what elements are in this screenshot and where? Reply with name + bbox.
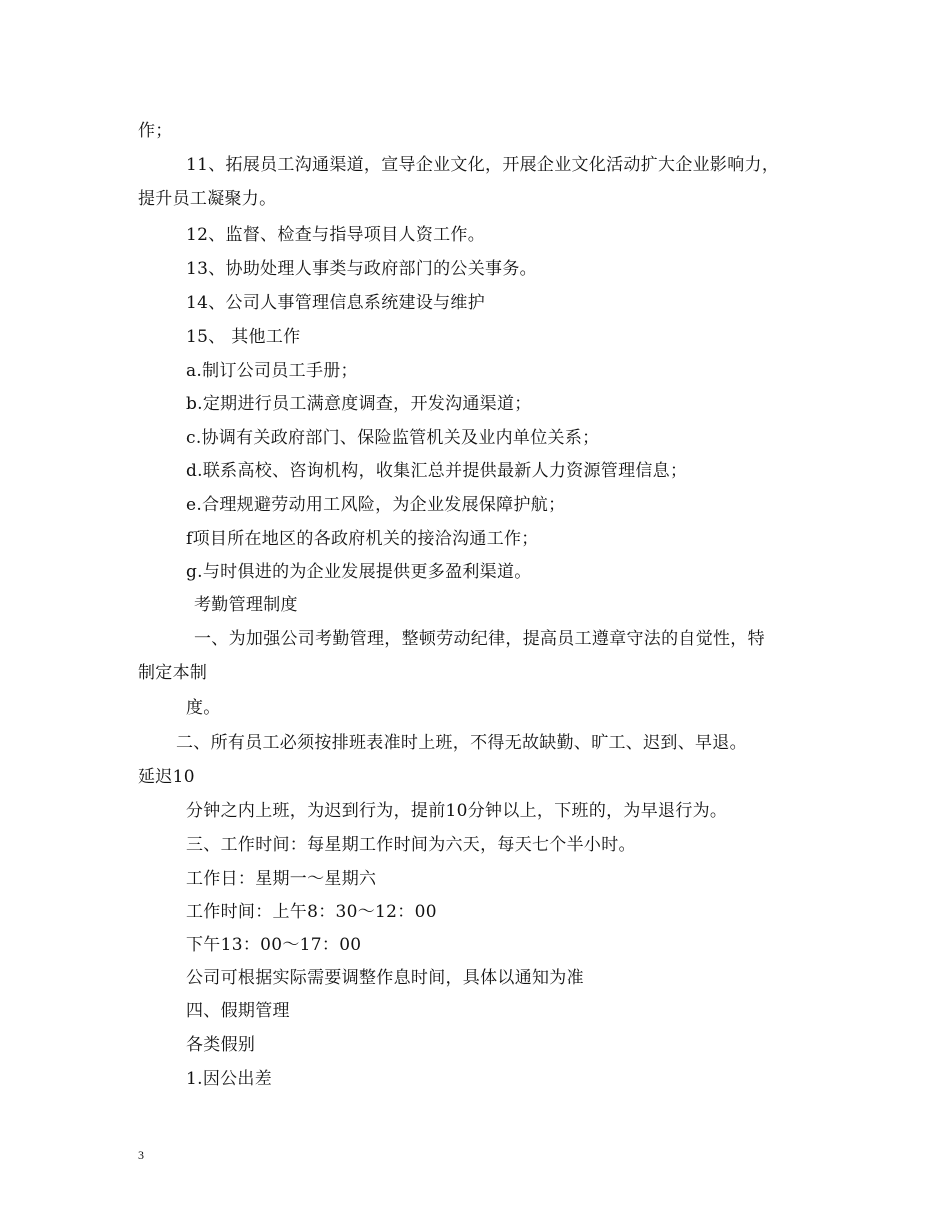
text-line: 13、协助处理人事类与政府部门的公关事务。 [186, 259, 537, 279]
text-line: f项目所在地区的各政府机关的接洽沟通工作； [186, 529, 539, 549]
text-line: 分钟之内上班，为迟到行为，提前10分钟以上，下班的，为早退行为。 [186, 801, 728, 821]
text-line: 12、监督、检查与指导项目人资工作。 [186, 225, 486, 245]
text-line: 二、所有员工必须按排班表准时上班，不得无故缺勤、旷工、迟到、早退。 [176, 733, 747, 753]
text-line: 公司可根据实际需要调整作息时间，具体以通知为准 [186, 968, 584, 988]
text-line: 三、工作时间：每星期工作时间为六天，每天七个半小时。 [186, 835, 636, 855]
text-line: c.协调有关政府部门、保险监管机关及业内单位关系； [186, 428, 600, 448]
text-line: d.联系高校、咨询机构，收集汇总并提供最新人力资源管理信息； [186, 461, 688, 481]
text-line: 14、公司人事管理信息系统建设与维护 [186, 293, 486, 313]
text-line: 提升员工凝聚力。 [138, 189, 277, 209]
text-line: g.与时俱进的为企业发展提供更多盈利渠道。 [186, 562, 532, 582]
text-line: 15、 其他工作 [186, 327, 301, 347]
text-line: 作； [138, 121, 173, 141]
text-line: 制定本制 [138, 663, 208, 683]
text-line: 四、假期管理 [186, 1001, 290, 1021]
text-line: 延迟10 [138, 767, 195, 787]
text-line: b.定期进行员工满意度调查，开发沟通渠道； [186, 394, 532, 414]
page-number: 3 [138, 1148, 144, 1162]
text-line: 1.因公出差 [186, 1069, 273, 1089]
text-line: e.合理规避劳动用工风险，为企业发展保障护航； [186, 495, 566, 515]
text-line: 工作时间：上午8：30～12：00 [186, 902, 437, 922]
text-line: 度。 [186, 698, 221, 718]
text-line: 工作日：星期一～星期六 [186, 869, 377, 889]
text-line: 各类假别 [186, 1035, 256, 1055]
text-line: 下午13：00～17：00 [186, 935, 362, 955]
text-line: a.制订公司员工手册； [186, 361, 358, 381]
text-line: 一、为加强公司考勤管理，整顿劳动纪律，提高员工遵章守法的自觉性，特 [194, 629, 765, 649]
text-line: 11、拓展员工沟通渠道，宣导企业文化，开展企业文化活动扩大企业影响力， [186, 155, 780, 175]
section-title: 考勤管理制度 [194, 595, 298, 615]
